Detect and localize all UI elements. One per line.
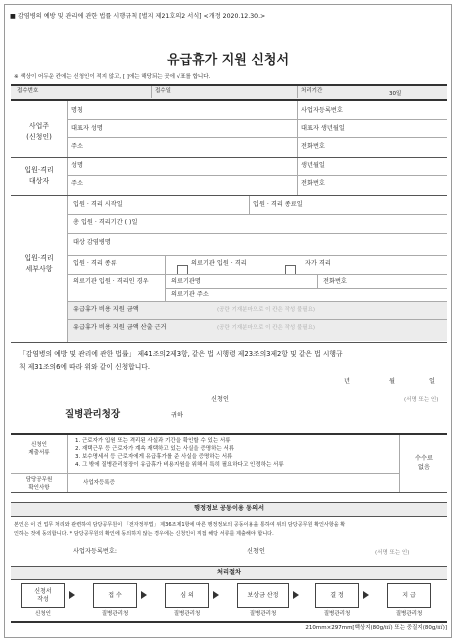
isolation-start-field[interactable]: 입원 · 격리 시작일 (73, 201, 123, 208)
patient-phone-field[interactable]: 전화번호 (301, 180, 325, 187)
isolation-type-label: 입원 · 격리 종류 (73, 260, 117, 267)
disease-name-field[interactable]: 대상 감염병명 (73, 239, 111, 246)
processing-period-label: 처리기간 (301, 88, 323, 94)
representative-name-field[interactable]: 대표자 성명 (71, 125, 103, 132)
statement-line-1: 「감염병의 예방 및 관리에 관한 법률」 제41조의2제3항, 같은 법 시행령 제23조의3제2항 및 같은 법 시행규 (19, 350, 343, 358)
officer-check-label: 담당공무원 확인사항 (25, 477, 53, 492)
date-day-label: 일 (429, 378, 435, 385)
details-section-label: 입원·격리 세부사항 (24, 254, 54, 273)
consent-title: 행정정보 공동이용 동의서 (193, 505, 265, 512)
support-amount-hint: (공란 기재분마으로 이 칸은 작성 불필요) (217, 307, 316, 313)
step-actor-1: 신청인 (35, 611, 51, 617)
isolation-end-field[interactable]: 입원 · 격리 종료일 (253, 201, 303, 208)
step-calculation-box: 보상금 산정 (237, 583, 289, 608)
representative-dob-field[interactable]: 대표자 생년월일 (301, 125, 345, 132)
employer-bizno-field[interactable]: 사업자등록번호 (301, 107, 343, 114)
hospital-address-field[interactable]: 의료기관 주소 (171, 291, 209, 298)
date-month-label: 월 (389, 378, 395, 385)
form-frame (4, 4, 452, 638)
processing-period-value: 30일 (389, 91, 402, 97)
step-actor-6: 질병관리청 (395, 611, 423, 617)
employer-name-field[interactable]: 명칭 (71, 107, 83, 114)
hospital-case-label: 의료기관 입원 · 격리인 경우 (73, 278, 149, 285)
form-header: ■ 감염병의 예방 및 관리에 관한 법률 시행규칙 [별지 제21호의2 서식] <개정 2020.12.30.> (10, 13, 266, 20)
patient-address-field[interactable]: 주소 (71, 180, 83, 187)
arrow-icon (363, 591, 369, 599)
step-actor-2: 질병관리청 (101, 611, 129, 617)
statement-line-2: 칙 제31조의6에 따라 위와 같이 신청합니다. (19, 363, 150, 371)
employer-address-field[interactable]: 주소 (71, 143, 83, 150)
patient-name-field[interactable]: 성명 (71, 162, 83, 169)
hospital-isolation-checkbox[interactable] (177, 260, 188, 279)
employer-section-label: 사업주 (신청인) (26, 122, 52, 141)
consent-text-1: 본인은 이 건 업무 처리와 관련하여 담당공무원이 「전자정부법」 제36조제1항에 따른 행정정보의 공동이용을 통하여 위의 담당공무원 확인사항을 확 (14, 522, 346, 528)
fee-label: 수수료 없음 (415, 455, 433, 472)
arrow-icon (141, 591, 147, 599)
document-item-4: 4. 그 밖에 질병관리청장이 유급휴가 비용지원을 위해서 특히 필요하다고 인정하는 서류 (75, 462, 284, 468)
step-application-box: 신청서 작성 (21, 583, 65, 608)
patient-section-label: 입원·격리 대상자 (24, 166, 54, 185)
applicant-docs-label: 신청인 제출서류 (28, 442, 50, 457)
step-payment-box: 지 급 (387, 583, 431, 608)
date-year-label: 년 (344, 378, 350, 385)
receipt-date-label: 접수일 (155, 88, 171, 94)
receipt-row (11, 85, 447, 99)
support-amount-label: 유급휴가 비용 지원 금액 (73, 306, 139, 313)
arrow-icon (69, 591, 75, 599)
document-item-3: 3. 보수명세서 등 근로자에게 유급휴가를 준 사실을 증명하는 서류 (75, 454, 233, 460)
officer-check-item: 사업자등록증 (83, 480, 115, 486)
hospital-isolation-option: 의료기관 입원 · 격리 (191, 260, 247, 267)
employer-phone-field[interactable]: 전화번호 (301, 143, 325, 150)
arrow-icon (293, 591, 299, 599)
receipt-no-label: 접수번호 (17, 88, 39, 94)
form-title: 유급휴가 지원 신청서 (166, 53, 290, 68)
step-decision-box: 결 정 (315, 583, 359, 608)
consent-sign-field[interactable]: (서명 또는 인) (375, 550, 410, 556)
step-receipt-box: 접 수 (93, 583, 137, 608)
support-basis-label: 유급휴가 비용 지원 금액 산출 근거 (73, 324, 167, 331)
step-actor-4: 질병관리청 (249, 611, 277, 617)
step-actor-5: 질병관리청 (323, 611, 351, 617)
isolation-total-days-field[interactable]: 총 입원 · 격리기간 ( )일 (73, 219, 138, 226)
step-review-box: 심 의 (165, 583, 209, 608)
self-isolation-checkbox[interactable] (285, 260, 296, 279)
applicant-label: 신청인 (211, 396, 229, 403)
paper-spec-footer: 210mm×297mm[백상지(80g/㎡) 또는 중질지(80g/㎡)] (305, 625, 447, 631)
hospital-name-field[interactable]: 의료기관명 (171, 278, 201, 285)
applicant-sign-field[interactable]: (서명 또는 인) (404, 397, 439, 403)
procedure-title: 처리절차 (217, 569, 241, 576)
step-actor-3: 질병관리청 (173, 611, 201, 617)
notice-text: ※ 색상이 어두운 칸에는 신청인이 적지 않고, [ ]에는 해당되는 곳에 √표를 합니다. (14, 74, 211, 80)
consent-text-2: 인하는 것에 동의합니다. * 담당공무원의 확인에 동의하지 않는 경우에는 신청인이 직접 해당 서류를 제출해야 합니다. (14, 531, 274, 537)
patient-dob-field[interactable]: 생년월일 (301, 162, 325, 169)
document-item-2: 2. 재택근무 등 근로자가 계속 재택하고 있는 사실을 증명하는 서류 (75, 446, 235, 452)
recipient-suffix: 귀하 (171, 412, 183, 419)
support-basis-hint: (공란 기재분마으로 이 칸은 작성 불필요) (217, 325, 316, 331)
recipient-name: 질병관리청장 (65, 409, 121, 420)
consent-applicant-label: 신청인 (247, 548, 265, 555)
self-isolation-option: 자가 격리 (305, 260, 331, 267)
hospital-phone-field[interactable]: 전화번호 (323, 278, 347, 285)
document-item-1: 1. 근로자가 입원 또는 격리된 사실과 기간을 확인할 수 있는 서류 (75, 438, 231, 444)
consent-bizno-field[interactable]: 사업자등록번호: (73, 548, 117, 555)
arrow-icon (213, 591, 219, 599)
